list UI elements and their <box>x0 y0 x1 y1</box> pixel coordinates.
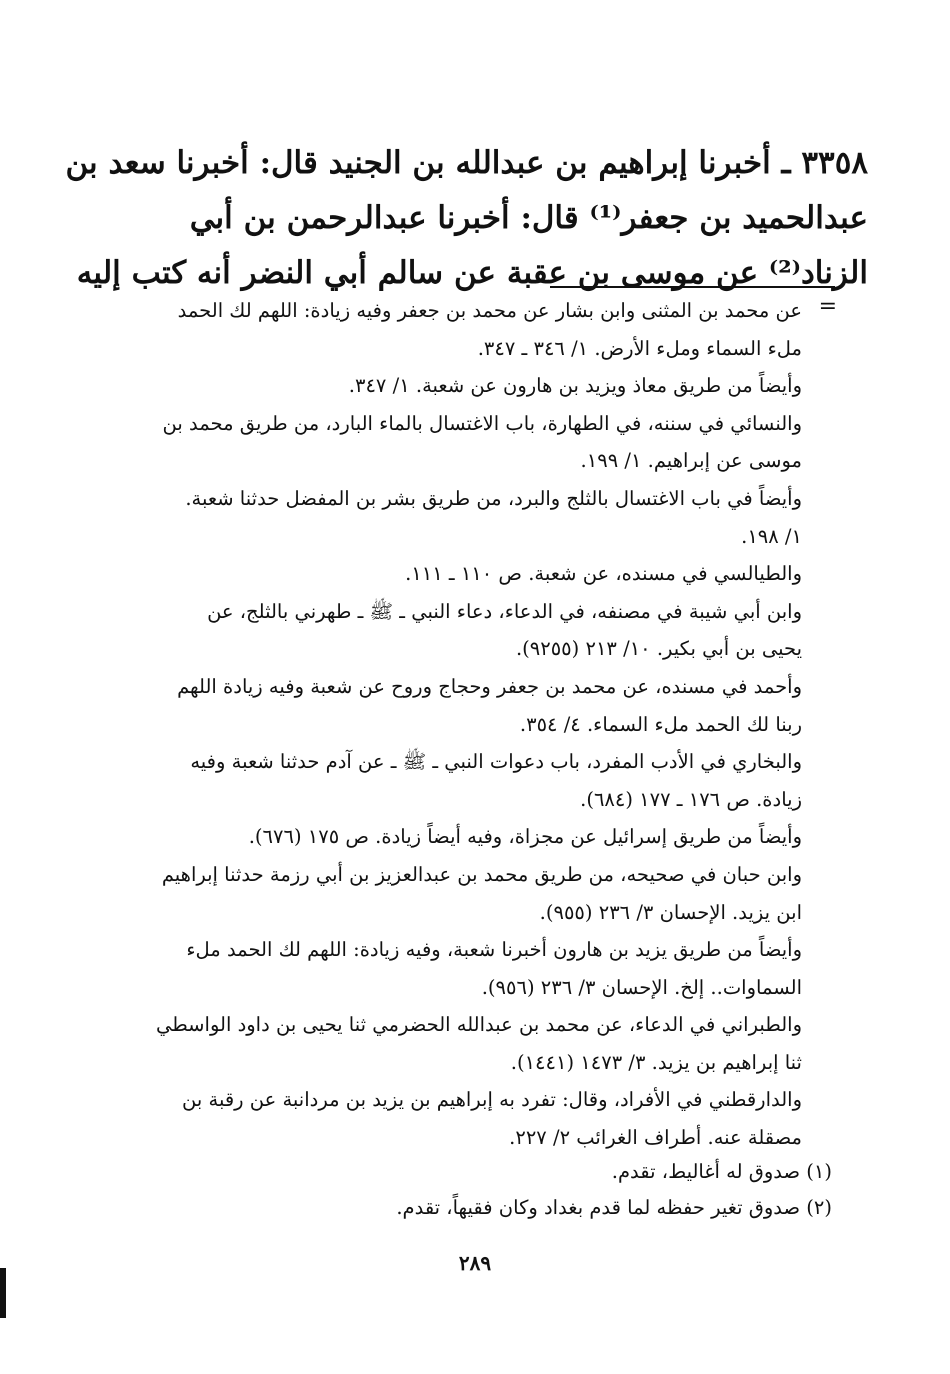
note-line: والنسائي في سننه، في الطهارة، باب الاغتسال بالماء البارد، من طريق محمد بن <box>162 411 802 435</box>
note-line: وأحمد في مسنده، عن محمد بن جعفر وحجاج وروح عن شعبة وفيه زيادة اللهم <box>177 674 802 698</box>
hadith-line: عبدالحميد بن جعفر⁽¹⁾ قال: أخبرنا عبدالرحمن بن أبي <box>189 200 868 236</box>
note-line: ١/ ١٩٨. <box>741 524 802 548</box>
footnotes <box>142 1154 832 1226</box>
note-line: السماوات.. إلخ. الإحسان ٣/ ٢٣٦ (٩٥٦). <box>481 975 802 999</box>
note-line: والطيالسي في مسنده، عن شعبة. ص ١١٠ ـ ١١١. <box>405 562 802 586</box>
note-line: والطبراني في الدعاء، عن محمد بن عبدالله الحضرمي ثنا يحيى بن داود الواسطي <box>155 1013 802 1037</box>
note-line: وأيضاً من طريق إسرائيل عن مجزاة، وفيه أيضاً زيادة. ص ١٧٥ (٦٧٦). <box>248 825 802 849</box>
note-line: والدارقطني في الأفراد، وقال: تفرد به إبراهيم بن يزيد بن مردانبة عن رقبة بن <box>182 1088 802 1112</box>
note-line: ملء السماء وملء الأرض. ١/ ٣٤٦ ـ ٣٤٧. <box>477 336 802 360</box>
page-number: ٢٨٩ <box>458 1251 492 1275</box>
note-line: يحيى بن أبي بكير. ١٠/ ٢١٣ (٩٢٥٥). <box>515 637 802 661</box>
note-line: وأيضاً من طريق معاذ ويزيد بن هارون عن شعبة. ١/ ٣٤٧. <box>348 374 802 398</box>
note-line: ابن يزيد. الإحسان ٣/ ٢٣٦ (٩٥٥). <box>539 900 802 924</box>
hadith-text <box>65 136 868 301</box>
note-line: زيادة. ص ١٧٦ ـ ١٧٧ (٦٨٤). <box>580 787 802 811</box>
note-line: موسى عن إبراهيم. ١/ ١٩٩. <box>580 449 802 473</box>
note-line: ثنا إبراهيم بن يزيد. ٣/ ١٤٧٣ (١٤٤١). <box>510 1050 802 1074</box>
hadith-line: الزناد⁽²⁾ عن موسى بن عقبة عن سالم أبي النضر أنه كتب إليه <box>76 255 868 291</box>
note-line: وابن حبان في صحيحه، من طريق محمد بن عبدالعزيز بن أبي رزمة حدثنا إبراهيم <box>161 862 802 886</box>
note-line: والبخاري في الأدب المفرد، باب دعوات النبي ـ ﷺ ـ عن آدم حدثنا شعبة وفيه <box>190 750 802 774</box>
note-line: وأيضاً في باب الاغتسال بالثلج والبرد، من طريق بشر بن المفضل حدثنا شعبة. <box>185 486 802 510</box>
note-line: وأيضاً من طريق يزيد بن هارون أخبرنا شعبة، وفيه زيادة: اللهم لك الحمد ملء <box>186 938 802 962</box>
takhrij-notes <box>142 292 802 1157</box>
footnote-separator <box>550 286 835 288</box>
note-line: ربنا لك الحمد ملء السماء. ٤/ ٣٥٤. <box>519 712 802 736</box>
scan-edge-mark <box>0 1268 6 1318</box>
note-line: مصقلة عنه. أطراف الغرائب ٢/ ٢٢٧. <box>509 1126 802 1150</box>
note-line: وابن أبي شيبة في مصنفه، في الدعاء، دعاء النبي ـ ﷺ ـ طهرني بالثلج، عن <box>207 599 802 623</box>
hadith-line: ٣٣٥٨ ـ أخبرنا إبراهيم بن عبدالله بن الجنيد قال: أخبرنا سعد بن <box>65 145 868 181</box>
continuation-mark: = <box>818 294 837 319</box>
footnote-1: (١) صدوق له أغاليط، تقدم. <box>611 1160 832 1183</box>
footnote-2: (٢) صدوق تغير حفظه لما قدم بغداد وكان فقيهاً، تقدم. <box>396 1196 832 1219</box>
note-line: عن محمد بن المثنى وابن بشار عن محمد بن جعفر وفيه زيادة: اللهم لك الحمد <box>177 299 802 322</box>
